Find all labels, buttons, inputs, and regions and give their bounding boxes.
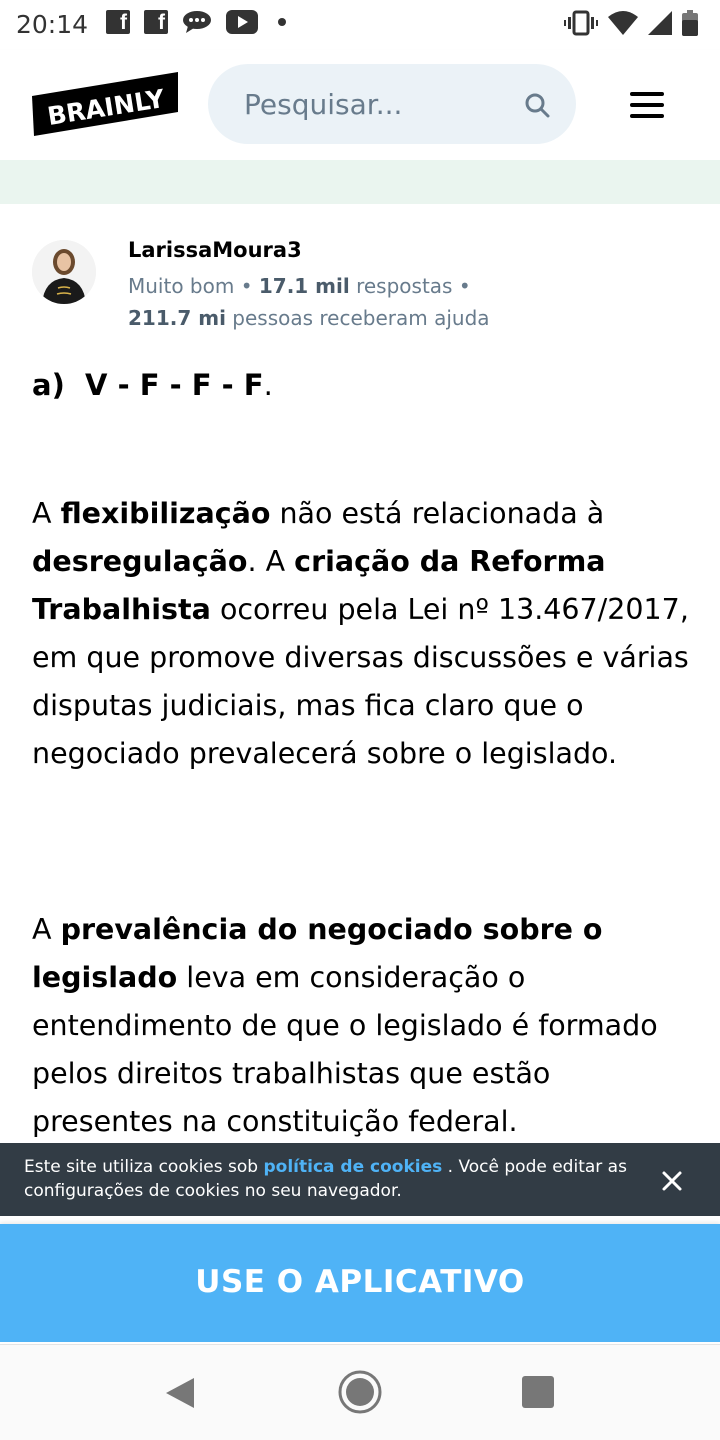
helped-label: pessoas receberam ajuda [232, 306, 490, 330]
answer-paragraph-2 [32, 906, 692, 1146]
close-icon[interactable] [656, 1165, 688, 1197]
text-run: ocorreu pela Lei nº 13.467/2017, em que promove diversas discussões e várias disputas judiciais, mas fica claro que o negociado prevalecerá sobre o legislado. [32, 593, 689, 770]
helped-count: 211.7 mi [128, 306, 226, 330]
answer-option-value: V - F - F - F [85, 368, 264, 402]
cookie-text [24, 1155, 644, 1203]
answer-heading-period: . [263, 368, 273, 402]
status-time: 20:14 [16, 10, 89, 39]
logo-text: BRAINLY [45, 83, 167, 132]
search-input[interactable] [244, 64, 514, 144]
signal-icon [648, 11, 672, 35]
app-banner-divider [0, 1216, 720, 1224]
separator-dot: • [240, 274, 259, 298]
home-icon[interactable] [337, 1369, 383, 1415]
battery-icon [682, 10, 698, 36]
answers-count: 17.1 mil [258, 274, 350, 298]
author-name[interactable]: LarissaMoura3 [128, 238, 302, 262]
bold-term: desregulação [32, 545, 248, 578]
author-rank: Muito bom [128, 274, 235, 298]
facebook-icon: f [106, 10, 130, 34]
site-header [0, 50, 720, 160]
answer-option-label: a) [32, 368, 65, 402]
search-icon[interactable] [524, 92, 550, 118]
avatar[interactable] [32, 240, 96, 304]
bold-term: flexibilização [60, 497, 271, 530]
youtube-icon [226, 10, 258, 34]
system-icons [564, 10, 698, 36]
text-run: A [32, 497, 61, 530]
brainly-logo[interactable] [32, 72, 178, 136]
avatar-image [32, 240, 96, 304]
wifi-icon [608, 11, 638, 35]
cookie-banner [0, 1143, 720, 1216]
cookie-text-before: Este site utiliza cookies sob [24, 1157, 264, 1177]
search-bar[interactable] [208, 64, 576, 144]
hamburger-menu-icon[interactable] [630, 92, 664, 118]
status-bar [0, 0, 720, 50]
text-run: A [32, 913, 61, 946]
answers-label: respostas [356, 274, 453, 298]
recent-apps-icon[interactable] [522, 1376, 554, 1408]
use-app-button[interactable]: USE O APLICATIVO [0, 1224, 720, 1340]
text-run: não está relacionada à [270, 497, 605, 530]
separator-dot: • [458, 274, 471, 298]
chat-icon [182, 10, 212, 34]
dot-icon [278, 18, 286, 26]
facebook-icon: f [144, 10, 168, 34]
bold-term: criação da Reforma Trabalhista [32, 545, 606, 626]
notification-icons [106, 10, 286, 34]
author-stats [128, 270, 688, 334]
app-banner [0, 1224, 720, 1342]
question-section-remnant [0, 160, 720, 204]
cookie-text-after: . Você pode editar as configurações de cookies no seu navegador. [24, 1157, 627, 1201]
text-run: . A [247, 545, 295, 578]
answer-heading [32, 368, 273, 402]
cookie-policy-link[interactable]: política de cookies [263, 1157, 443, 1177]
back-icon[interactable] [164, 1376, 196, 1410]
text-run: leva em consideração o entendimento de que o legislado é formado pelos direitos trabalhistas que estão presentes na constituição federal. [32, 961, 658, 1138]
android-nav-bar [0, 1344, 720, 1440]
bold-term: prevalência do negociado sobre o legislado [32, 913, 603, 994]
answer-paragraph-1 [32, 490, 692, 778]
vibrate-icon [564, 10, 598, 36]
